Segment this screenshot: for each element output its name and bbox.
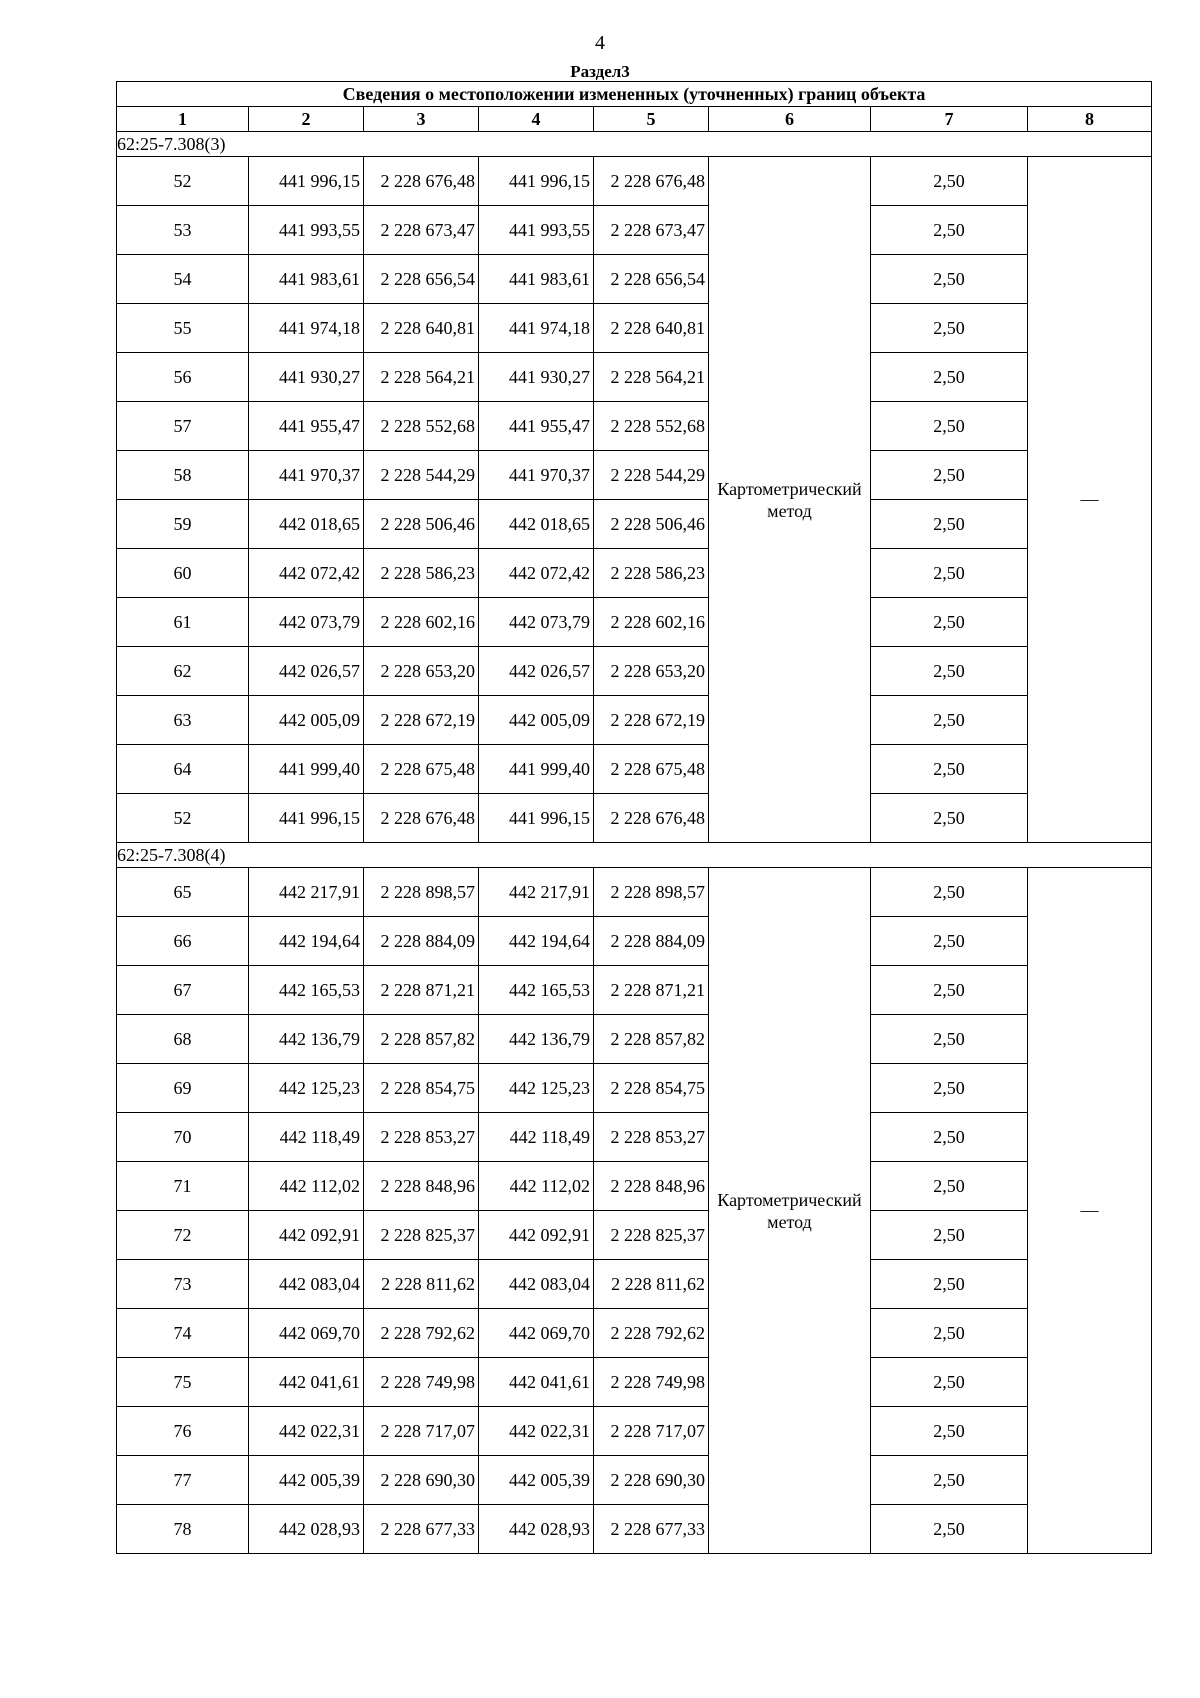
section-label: Раздел3 bbox=[570, 62, 630, 81]
coord-y-cell: 2 228 853,27 bbox=[594, 1113, 709, 1162]
accuracy-cell: 2,50 bbox=[871, 304, 1028, 353]
coord-x-cell: 442 217,91 bbox=[249, 868, 364, 917]
note-cell: — bbox=[1028, 157, 1152, 843]
coord-x-cell: 441 996,15 bbox=[249, 794, 364, 843]
accuracy-cell: 2,50 bbox=[871, 1162, 1028, 1211]
coord-x-cell: 442 125,23 bbox=[479, 1064, 594, 1113]
coord-y-cell: 2 228 884,09 bbox=[594, 917, 709, 966]
coord-y-cell: 2 228 506,46 bbox=[594, 500, 709, 549]
point-number-cell: 77 bbox=[117, 1456, 249, 1505]
accuracy-cell: 2,50 bbox=[871, 1260, 1028, 1309]
point-number-cell: 55 bbox=[117, 304, 249, 353]
coord-y-cell: 2 228 675,48 bbox=[594, 745, 709, 794]
coord-y-cell: 2 228 853,27 bbox=[364, 1113, 479, 1162]
accuracy-cell: 2,50 bbox=[871, 917, 1028, 966]
point-number-cell: 65 bbox=[117, 868, 249, 917]
coord-y-cell: 2 228 673,47 bbox=[594, 206, 709, 255]
accuracy-cell: 2,50 bbox=[871, 868, 1028, 917]
point-number-cell: 69 bbox=[117, 1064, 249, 1113]
column-header: 2 bbox=[249, 107, 364, 132]
table-row bbox=[117, 794, 1152, 843]
table-row bbox=[117, 1309, 1152, 1358]
coord-x-cell: 442 028,93 bbox=[249, 1505, 364, 1554]
coord-y-cell: 2 228 544,29 bbox=[364, 451, 479, 500]
coord-x-cell: 441 999,40 bbox=[479, 745, 594, 794]
coord-x-cell: 442 069,70 bbox=[479, 1309, 594, 1358]
coord-x-cell: 442 005,39 bbox=[249, 1456, 364, 1505]
coord-x-cell: 441 983,61 bbox=[479, 255, 594, 304]
coord-x-cell: 442 072,42 bbox=[249, 549, 364, 598]
table-title-row bbox=[117, 82, 1152, 107]
coord-y-cell: 2 228 640,81 bbox=[364, 304, 479, 353]
point-number-cell: 70 bbox=[117, 1113, 249, 1162]
point-number-cell: 57 bbox=[117, 402, 249, 451]
accuracy-cell: 2,50 bbox=[871, 500, 1028, 549]
table-row bbox=[117, 1407, 1152, 1456]
accuracy-cell: 2,50 bbox=[871, 1407, 1028, 1456]
coord-x-cell: 441 996,15 bbox=[479, 157, 594, 206]
note-cell: — bbox=[1028, 868, 1152, 1554]
coord-x-cell: 442 112,02 bbox=[249, 1162, 364, 1211]
coord-y-cell: 2 228 825,37 bbox=[364, 1211, 479, 1260]
coord-y-cell: 2 228 811,62 bbox=[364, 1260, 479, 1309]
coord-y-cell: 2 228 673,47 bbox=[364, 206, 479, 255]
point-number-cell: 67 bbox=[117, 966, 249, 1015]
table-row bbox=[117, 1456, 1152, 1505]
group-row bbox=[117, 843, 1152, 868]
coord-y-cell: 2 228 672,19 bbox=[364, 696, 479, 745]
coord-y-cell: 2 228 792,62 bbox=[364, 1309, 479, 1358]
coord-y-cell: 2 228 656,54 bbox=[364, 255, 479, 304]
table-row bbox=[117, 1260, 1152, 1309]
table-row bbox=[117, 402, 1152, 451]
coord-x-cell: 441 993,55 bbox=[249, 206, 364, 255]
coord-y-cell: 2 228 506,46 bbox=[364, 500, 479, 549]
coord-x-cell: 442 118,49 bbox=[249, 1113, 364, 1162]
coord-y-cell: 2 228 544,29 bbox=[594, 451, 709, 500]
coord-x-cell: 442 092,91 bbox=[479, 1211, 594, 1260]
table-title: Сведения о местоположении измененных (уточненных) границ объекта bbox=[117, 82, 1152, 107]
table-row bbox=[117, 1113, 1152, 1162]
coord-x-cell: 442 194,64 bbox=[479, 917, 594, 966]
coord-y-cell: 2 228 857,82 bbox=[364, 1015, 479, 1064]
coord-x-cell: 442 073,79 bbox=[479, 598, 594, 647]
accuracy-cell: 2,50 bbox=[871, 794, 1028, 843]
accuracy-cell: 2,50 bbox=[871, 966, 1028, 1015]
group-label: 62:25-7.308(3) bbox=[117, 132, 1152, 157]
table-row bbox=[117, 868, 1152, 917]
coord-x-cell: 442 005,09 bbox=[479, 696, 594, 745]
table-row bbox=[117, 255, 1152, 304]
coord-y-cell: 2 228 586,23 bbox=[594, 549, 709, 598]
coord-x-cell: 442 083,04 bbox=[249, 1260, 364, 1309]
point-number-cell: 61 bbox=[117, 598, 249, 647]
point-number-cell: 71 bbox=[117, 1162, 249, 1211]
coord-y-cell: 2 228 564,21 bbox=[594, 353, 709, 402]
group-label: 62:25-7.308(4) bbox=[117, 843, 1152, 868]
coord-x-cell: 441 955,47 bbox=[249, 402, 364, 451]
column-header: 8 bbox=[1028, 107, 1152, 132]
coord-y-cell: 2 228 898,57 bbox=[594, 868, 709, 917]
point-number-cell: 59 bbox=[117, 500, 249, 549]
column-header: 1 bbox=[117, 107, 249, 132]
coord-y-cell: 2 228 676,48 bbox=[364, 157, 479, 206]
coord-y-cell: 2 228 749,98 bbox=[594, 1358, 709, 1407]
point-number-cell: 58 bbox=[117, 451, 249, 500]
point-number-cell: 74 bbox=[117, 1309, 249, 1358]
column-header: 4 bbox=[479, 107, 594, 132]
coord-x-cell: 442 022,31 bbox=[249, 1407, 364, 1456]
coord-y-cell: 2 228 792,62 bbox=[594, 1309, 709, 1358]
column-header: 5 bbox=[594, 107, 709, 132]
coord-x-cell: 441 996,15 bbox=[249, 157, 364, 206]
table-row bbox=[117, 966, 1152, 1015]
accuracy-cell: 2,50 bbox=[871, 451, 1028, 500]
point-number-cell: 53 bbox=[117, 206, 249, 255]
coord-y-cell: 2 228 564,21 bbox=[364, 353, 479, 402]
point-number-cell: 63 bbox=[117, 696, 249, 745]
coord-y-cell: 2 228 690,30 bbox=[364, 1456, 479, 1505]
column-header: 7 bbox=[871, 107, 1028, 132]
coord-x-cell: 442 028,93 bbox=[479, 1505, 594, 1554]
coord-x-cell: 441 999,40 bbox=[249, 745, 364, 794]
point-number-cell: 73 bbox=[117, 1260, 249, 1309]
coord-x-cell: 442 165,53 bbox=[479, 966, 594, 1015]
coord-y-cell: 2 228 552,68 bbox=[364, 402, 479, 451]
coord-y-cell: 2 228 717,07 bbox=[594, 1407, 709, 1456]
coord-x-cell: 442 072,42 bbox=[479, 549, 594, 598]
table-row bbox=[117, 1358, 1152, 1407]
coord-y-cell: 2 228 586,23 bbox=[364, 549, 479, 598]
coord-y-cell: 2 228 848,96 bbox=[364, 1162, 479, 1211]
method-cell: Картометрический метод bbox=[709, 157, 871, 843]
coord-x-cell: 442 005,09 bbox=[249, 696, 364, 745]
coord-y-cell: 2 228 749,98 bbox=[364, 1358, 479, 1407]
table-row bbox=[117, 206, 1152, 255]
coord-x-cell: 442 005,39 bbox=[479, 1456, 594, 1505]
coord-y-cell: 2 228 884,09 bbox=[364, 917, 479, 966]
coord-y-cell: 2 228 871,21 bbox=[364, 966, 479, 1015]
point-number-cell: 68 bbox=[117, 1015, 249, 1064]
coord-x-cell: 442 217,91 bbox=[479, 868, 594, 917]
table-row bbox=[117, 451, 1152, 500]
accuracy-cell: 2,50 bbox=[871, 598, 1028, 647]
coord-y-cell: 2 228 552,68 bbox=[594, 402, 709, 451]
coord-x-cell: 441 955,47 bbox=[479, 402, 594, 451]
coord-x-cell: 441 970,37 bbox=[479, 451, 594, 500]
point-number-cell: 52 bbox=[117, 794, 249, 843]
accuracy-cell: 2,50 bbox=[871, 1505, 1028, 1554]
point-number-cell: 52 bbox=[117, 157, 249, 206]
point-number-cell: 60 bbox=[117, 549, 249, 598]
coord-y-cell: 2 228 898,57 bbox=[364, 868, 479, 917]
boundary-table bbox=[116, 81, 1152, 1554]
coord-y-cell: 2 228 854,75 bbox=[364, 1064, 479, 1113]
method-cell: Картометрический метод bbox=[709, 868, 871, 1554]
accuracy-cell: 2,50 bbox=[871, 1113, 1028, 1162]
accuracy-cell: 2,50 bbox=[871, 647, 1028, 696]
accuracy-cell: 2,50 bbox=[871, 255, 1028, 304]
accuracy-cell: 2,50 bbox=[871, 696, 1028, 745]
table-row bbox=[117, 1211, 1152, 1260]
accuracy-cell: 2,50 bbox=[871, 549, 1028, 598]
column-header: 6 bbox=[709, 107, 871, 132]
point-number-cell: 72 bbox=[117, 1211, 249, 1260]
coord-y-cell: 2 228 825,37 bbox=[594, 1211, 709, 1260]
coord-y-cell: 2 228 602,16 bbox=[364, 598, 479, 647]
coord-y-cell: 2 228 676,48 bbox=[594, 794, 709, 843]
accuracy-cell: 2,50 bbox=[871, 402, 1028, 451]
coord-x-cell: 442 018,65 bbox=[249, 500, 364, 549]
table-row bbox=[117, 1505, 1152, 1554]
coord-y-cell: 2 228 675,48 bbox=[364, 745, 479, 794]
table-row bbox=[117, 157, 1152, 206]
table-row bbox=[117, 1064, 1152, 1113]
accuracy-cell: 2,50 bbox=[871, 1015, 1028, 1064]
coord-x-cell: 442 136,79 bbox=[249, 1015, 364, 1064]
table-row bbox=[117, 745, 1152, 794]
coord-y-cell: 2 228 676,48 bbox=[594, 157, 709, 206]
coord-y-cell: 2 228 676,48 bbox=[364, 794, 479, 843]
coord-x-cell: 442 136,79 bbox=[479, 1015, 594, 1064]
table-row bbox=[117, 500, 1152, 549]
table-row bbox=[117, 353, 1152, 402]
coord-y-cell: 2 228 653,20 bbox=[364, 647, 479, 696]
coord-y-cell: 2 228 871,21 bbox=[594, 966, 709, 1015]
coord-y-cell: 2 228 690,30 bbox=[594, 1456, 709, 1505]
table-row bbox=[117, 647, 1152, 696]
accuracy-cell: 2,50 bbox=[871, 745, 1028, 794]
coord-y-cell: 2 228 857,82 bbox=[594, 1015, 709, 1064]
point-number-cell: 66 bbox=[117, 917, 249, 966]
point-number-cell: 78 bbox=[117, 1505, 249, 1554]
coord-x-cell: 441 930,27 bbox=[479, 353, 594, 402]
accuracy-cell: 2,50 bbox=[871, 1064, 1028, 1113]
column-header-row bbox=[117, 107, 1152, 132]
coord-y-cell: 2 228 848,96 bbox=[594, 1162, 709, 1211]
accuracy-cell: 2,50 bbox=[871, 353, 1028, 402]
table-row bbox=[117, 598, 1152, 647]
coord-x-cell: 442 022,31 bbox=[479, 1407, 594, 1456]
coord-x-cell: 442 026,57 bbox=[479, 647, 594, 696]
table-row bbox=[117, 304, 1152, 353]
table-row bbox=[117, 549, 1152, 598]
table-row bbox=[117, 917, 1152, 966]
page-number: 4 bbox=[595, 32, 605, 54]
point-number-cell: 54 bbox=[117, 255, 249, 304]
coord-x-cell: 441 974,18 bbox=[249, 304, 364, 353]
coord-y-cell: 2 228 653,20 bbox=[594, 647, 709, 696]
accuracy-cell: 2,50 bbox=[871, 1358, 1028, 1407]
coord-x-cell: 441 996,15 bbox=[479, 794, 594, 843]
accuracy-cell: 2,50 bbox=[871, 206, 1028, 255]
point-number-cell: 62 bbox=[117, 647, 249, 696]
coord-y-cell: 2 228 640,81 bbox=[594, 304, 709, 353]
coord-x-cell: 441 983,61 bbox=[249, 255, 364, 304]
coord-x-cell: 442 018,65 bbox=[479, 500, 594, 549]
column-header: 3 bbox=[364, 107, 479, 132]
coord-x-cell: 441 970,37 bbox=[249, 451, 364, 500]
group-row bbox=[117, 132, 1152, 157]
coord-y-cell: 2 228 717,07 bbox=[364, 1407, 479, 1456]
coord-x-cell: 442 026,57 bbox=[249, 647, 364, 696]
coord-x-cell: 442 083,04 bbox=[479, 1260, 594, 1309]
accuracy-cell: 2,50 bbox=[871, 1456, 1028, 1505]
point-number-cell: 64 bbox=[117, 745, 249, 794]
coord-y-cell: 2 228 677,33 bbox=[594, 1505, 709, 1554]
coord-x-cell: 442 118,49 bbox=[479, 1113, 594, 1162]
coord-x-cell: 442 041,61 bbox=[249, 1358, 364, 1407]
accuracy-cell: 2,50 bbox=[871, 157, 1028, 206]
table-row bbox=[117, 1162, 1152, 1211]
point-number-cell: 75 bbox=[117, 1358, 249, 1407]
point-number-cell: 56 bbox=[117, 353, 249, 402]
coord-x-cell: 442 165,53 bbox=[249, 966, 364, 1015]
coord-y-cell: 2 228 854,75 bbox=[594, 1064, 709, 1113]
coord-y-cell: 2 228 656,54 bbox=[594, 255, 709, 304]
coord-y-cell: 2 228 602,16 bbox=[594, 598, 709, 647]
accuracy-cell: 2,50 bbox=[871, 1211, 1028, 1260]
coord-x-cell: 442 041,61 bbox=[479, 1358, 594, 1407]
table-row bbox=[117, 1015, 1152, 1064]
coord-x-cell: 442 112,02 bbox=[479, 1162, 594, 1211]
coord-x-cell: 441 930,27 bbox=[249, 353, 364, 402]
coord-x-cell: 441 974,18 bbox=[479, 304, 594, 353]
coord-x-cell: 442 125,23 bbox=[249, 1064, 364, 1113]
coord-x-cell: 442 194,64 bbox=[249, 917, 364, 966]
accuracy-cell: 2,50 bbox=[871, 1309, 1028, 1358]
coord-x-cell: 441 993,55 bbox=[479, 206, 594, 255]
coord-x-cell: 442 092,91 bbox=[249, 1211, 364, 1260]
coord-y-cell: 2 228 811,62 bbox=[594, 1260, 709, 1309]
coord-x-cell: 442 069,70 bbox=[249, 1309, 364, 1358]
table-row bbox=[117, 696, 1152, 745]
point-number-cell: 76 bbox=[117, 1407, 249, 1456]
coord-y-cell: 2 228 677,33 bbox=[364, 1505, 479, 1554]
coord-x-cell: 442 073,79 bbox=[249, 598, 364, 647]
coord-y-cell: 2 228 672,19 bbox=[594, 696, 709, 745]
